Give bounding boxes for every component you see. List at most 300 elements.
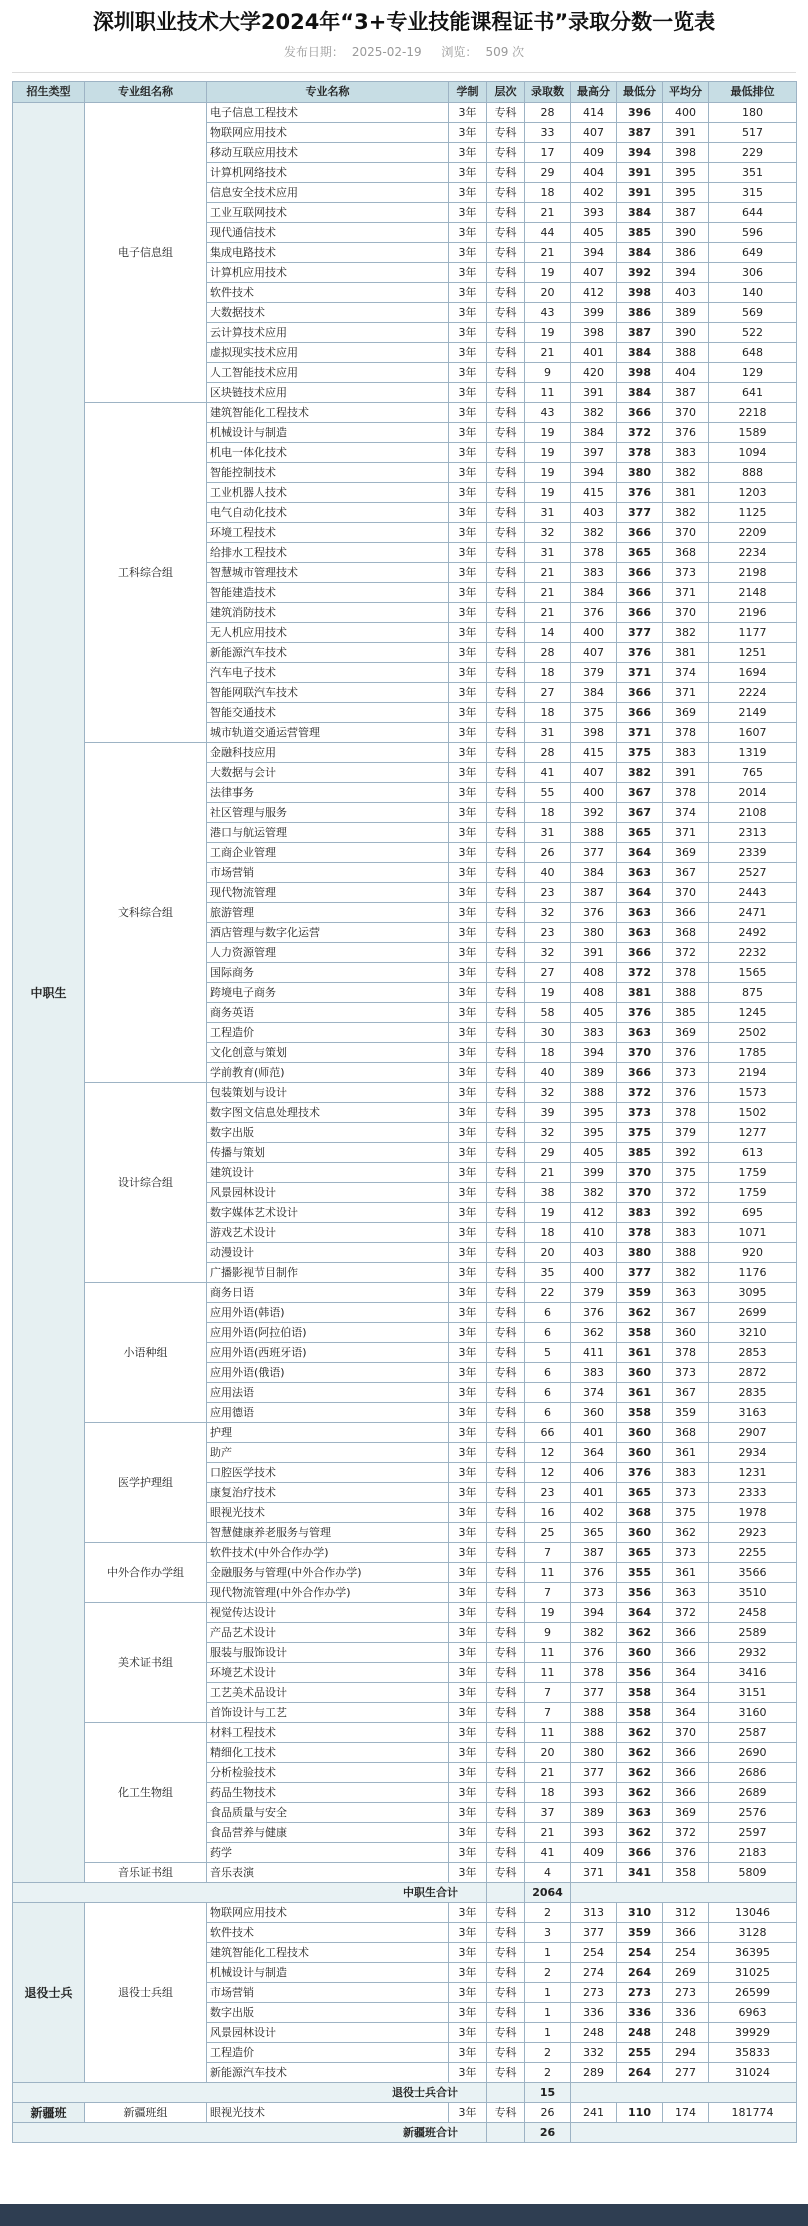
admitted-count: 6 (525, 1383, 571, 1403)
min-score: 371 (617, 663, 663, 683)
min-score: 363 (617, 923, 663, 943)
min-score: 362 (617, 1763, 663, 1783)
years: 3年 (449, 1183, 487, 1203)
level: 专科 (487, 1823, 525, 1843)
avg-score: 372 (663, 1183, 709, 1203)
major-name: 云计算技术应用 (207, 323, 449, 343)
min-score: 355 (617, 1563, 663, 1583)
avg-score: 294 (663, 2043, 709, 2063)
level: 专科 (487, 243, 525, 263)
max-score: 387 (571, 883, 617, 903)
admitted-count: 31 (525, 723, 571, 743)
level: 专科 (487, 483, 525, 503)
avg-score: 382 (663, 503, 709, 523)
avg-score: 376 (663, 1043, 709, 1063)
avg-score: 394 (663, 263, 709, 283)
max-score: 383 (571, 1363, 617, 1383)
years: 3年 (449, 1403, 487, 1423)
level: 专科 (487, 343, 525, 363)
min-score: 362 (617, 1623, 663, 1643)
max-score: 412 (571, 1203, 617, 1223)
years: 3年 (449, 1703, 487, 1723)
years: 3年 (449, 643, 487, 663)
min-score: 360 (617, 1523, 663, 1543)
min-score: 360 (617, 1363, 663, 1383)
max-score: 415 (571, 743, 617, 763)
level: 专科 (487, 1763, 525, 1783)
min-score: 368 (617, 1503, 663, 1523)
min-score: 380 (617, 1243, 663, 1263)
min-score: 391 (617, 183, 663, 203)
min-score: 362 (617, 1723, 663, 1743)
admitted-count: 27 (525, 683, 571, 703)
avg-score: 391 (663, 123, 709, 143)
major-name: 物联网应用技术 (207, 1903, 449, 1923)
col-header-max: 最高分 (571, 82, 617, 103)
level: 专科 (487, 1383, 525, 1403)
subtotal-row (13, 2123, 797, 2143)
group-name-cell: 退役士兵组 (85, 1903, 207, 2083)
admitted-count: 19 (525, 463, 571, 483)
max-score: 377 (571, 1683, 617, 1703)
min-score: 384 (617, 243, 663, 263)
subtotal-spacer (487, 2123, 525, 2143)
min-rank: 1978 (709, 1503, 797, 1523)
admission-score-table (12, 81, 797, 2143)
admitted-count: 11 (525, 1723, 571, 1743)
max-score: 382 (571, 403, 617, 423)
min-rank: 1607 (709, 723, 797, 743)
avg-score: 378 (663, 963, 709, 983)
max-score: 376 (571, 903, 617, 923)
major-name: 新能源汽车技术 (207, 643, 449, 663)
admitted-count: 19 (525, 423, 571, 443)
admitted-count: 6 (525, 1363, 571, 1383)
max-score: 380 (571, 923, 617, 943)
major-name: 建筑智能化工程技术 (207, 403, 449, 423)
years: 3年 (449, 1923, 487, 1943)
min-rank: 2108 (709, 803, 797, 823)
years: 3年 (449, 563, 487, 583)
level: 专科 (487, 2063, 525, 2083)
admitted-count: 41 (525, 1843, 571, 1863)
min-rank: 229 (709, 143, 797, 163)
avg-score: 372 (663, 943, 709, 963)
min-score: 310 (617, 1903, 663, 1923)
major-name: 动漫设计 (207, 1243, 449, 1263)
max-score: 392 (571, 803, 617, 823)
min-score: 362 (617, 1823, 663, 1843)
major-name: 传播与策划 (207, 1143, 449, 1163)
level: 专科 (487, 1163, 525, 1183)
avg-score: 370 (663, 403, 709, 423)
avg-score: 378 (663, 1343, 709, 1363)
avg-score: 374 (663, 663, 709, 683)
table-body (13, 103, 797, 2143)
level: 专科 (487, 1003, 525, 1023)
admitted-count: 6 (525, 1323, 571, 1343)
admitted-count: 19 (525, 983, 571, 1003)
avg-score: 359 (663, 1403, 709, 1423)
min-rank: 2576 (709, 1803, 797, 1823)
max-score: 388 (571, 1723, 617, 1743)
min-rank: 2218 (709, 403, 797, 423)
level: 专科 (487, 1463, 525, 1483)
major-name: 人力资源管理 (207, 943, 449, 963)
avg-score: 385 (663, 1003, 709, 1023)
max-score: 336 (571, 2003, 617, 2023)
avg-score: 382 (663, 623, 709, 643)
min-rank: 1251 (709, 643, 797, 663)
admitted-count: 12 (525, 1463, 571, 1483)
years: 3年 (449, 603, 487, 623)
page-title: 深圳职业技术大学2024年“3+专业技能课程证书”录取分数一览表 (92, 10, 716, 34)
avg-score: 358 (663, 1863, 709, 1883)
admitted-count: 21 (525, 563, 571, 583)
avg-score: 277 (663, 2063, 709, 2083)
min-rank: 2333 (709, 1483, 797, 1503)
max-score: 360 (571, 1403, 617, 1423)
min-score: 367 (617, 803, 663, 823)
major-name: 软件技术 (207, 1923, 449, 1943)
max-score: 389 (571, 1803, 617, 1823)
min-rank: 1245 (709, 1003, 797, 1023)
years: 3年 (449, 1823, 487, 1843)
years: 3年 (449, 743, 487, 763)
level: 专科 (487, 1143, 525, 1163)
avg-score: 361 (663, 1443, 709, 1463)
max-score: 401 (571, 1483, 617, 1503)
min-score: 367 (617, 783, 663, 803)
years: 3年 (449, 463, 487, 483)
level: 专科 (487, 1643, 525, 1663)
max-score: 362 (571, 1323, 617, 1343)
level: 专科 (487, 323, 525, 343)
years: 3年 (449, 1683, 487, 1703)
admitted-count: 20 (525, 1743, 571, 1763)
years: 3年 (449, 1843, 487, 1863)
level: 专科 (487, 123, 525, 143)
major-name: 物联网应用技术 (207, 123, 449, 143)
major-name: 汽车电子技术 (207, 663, 449, 683)
max-score: 384 (571, 583, 617, 603)
level: 专科 (487, 1983, 525, 2003)
subtotal-label: 新疆班合计 (13, 2123, 487, 2143)
major-name: 建筑设计 (207, 1163, 449, 1183)
admitted-count: 33 (525, 123, 571, 143)
max-score: 248 (571, 2023, 617, 2043)
min-score: 360 (617, 1643, 663, 1663)
major-name: 现代物流管理(中外合作办学) (207, 1583, 449, 1603)
years: 3年 (449, 783, 487, 803)
years: 3年 (449, 1623, 487, 1643)
min-score: 396 (617, 103, 663, 123)
group-name-cell: 中外合作办学组 (85, 1543, 207, 1603)
subtotal-row (13, 1883, 797, 1903)
level: 专科 (487, 603, 525, 623)
max-score: 380 (571, 1743, 617, 1763)
major-name: 现代物流管理 (207, 883, 449, 903)
level: 专科 (487, 1543, 525, 1563)
years: 3年 (449, 623, 487, 643)
min-rank: 1759 (709, 1163, 797, 1183)
years: 3年 (449, 363, 487, 383)
major-name: 社区管理与服务 (207, 803, 449, 823)
years: 3年 (449, 1443, 487, 1463)
level: 专科 (487, 1063, 525, 1083)
admitted-count: 29 (525, 163, 571, 183)
min-score: 375 (617, 743, 663, 763)
major-name: 工程造价 (207, 2043, 449, 2063)
max-score: 402 (571, 1503, 617, 1523)
max-score: 332 (571, 2043, 617, 2063)
years: 3年 (449, 343, 487, 363)
avg-score: 376 (663, 1083, 709, 1103)
level: 专科 (487, 203, 525, 223)
years: 3年 (449, 1483, 487, 1503)
min-score: 373 (617, 1103, 663, 1123)
years: 3年 (449, 1643, 487, 1663)
avg-score: 248 (663, 2023, 709, 2043)
max-score: 376 (571, 1643, 617, 1663)
admitted-count: 2 (525, 2063, 571, 2083)
major-name: 大数据与会计 (207, 763, 449, 783)
table-row (13, 1283, 797, 1303)
level: 专科 (487, 1283, 525, 1303)
min-score: 387 (617, 323, 663, 343)
major-name: 集成电路技术 (207, 243, 449, 263)
level: 专科 (487, 883, 525, 903)
years: 3年 (449, 1363, 487, 1383)
max-score: 289 (571, 2063, 617, 2083)
level: 专科 (487, 1923, 525, 1943)
avg-score: 400 (663, 103, 709, 123)
avg-score: 376 (663, 423, 709, 443)
level: 专科 (487, 1103, 525, 1123)
admitted-count: 30 (525, 1023, 571, 1043)
min-score: 110 (617, 2103, 663, 2123)
years: 3年 (449, 723, 487, 743)
avg-score: 367 (663, 1303, 709, 1323)
min-score: 376 (617, 1463, 663, 1483)
max-score: 373 (571, 1583, 617, 1603)
min-rank: 2853 (709, 1343, 797, 1363)
avg-score: 386 (663, 243, 709, 263)
min-rank: 315 (709, 183, 797, 203)
admitted-count: 58 (525, 1003, 571, 1023)
level: 专科 (487, 1223, 525, 1243)
avg-score: 391 (663, 763, 709, 783)
max-score: 378 (571, 543, 617, 563)
min-score: 365 (617, 1483, 663, 1503)
group-name-cell: 设计综合组 (85, 1083, 207, 1283)
level: 专科 (487, 263, 525, 283)
min-score: 360 (617, 1443, 663, 1463)
min-rank: 36395 (709, 1943, 797, 1963)
years: 3年 (449, 303, 487, 323)
min-rank: 26599 (709, 1983, 797, 2003)
major-name: 工程造价 (207, 1023, 449, 1043)
min-score: 366 (617, 1063, 663, 1083)
min-rank: 649 (709, 243, 797, 263)
admitted-count: 18 (525, 183, 571, 203)
min-rank: 181774 (709, 2103, 797, 2123)
years: 3年 (449, 2043, 487, 2063)
level: 专科 (487, 1583, 525, 1603)
admitted-count: 9 (525, 1623, 571, 1643)
min-rank: 2699 (709, 1303, 797, 1323)
max-score: 376 (571, 1563, 617, 1583)
years: 3年 (449, 203, 487, 223)
avg-score: 372 (663, 1603, 709, 1623)
avg-score: 370 (663, 883, 709, 903)
major-name: 跨境电子商务 (207, 983, 449, 1003)
publish-date-label: 发布日期： (283, 45, 344, 59)
years: 3年 (449, 1803, 487, 1823)
major-name: 康复治疗技术 (207, 1483, 449, 1503)
avg-score: 382 (663, 1263, 709, 1283)
admitted-count: 43 (525, 403, 571, 423)
min-rank: 2339 (709, 843, 797, 863)
max-score: 371 (571, 1863, 617, 1883)
min-score: 366 (617, 403, 663, 423)
years: 3年 (449, 2023, 487, 2043)
min-score: 372 (617, 1083, 663, 1103)
level: 专科 (487, 1843, 525, 1863)
min-score: 366 (617, 523, 663, 543)
major-name: 分析检验技术 (207, 1763, 449, 1783)
min-rank: 596 (709, 223, 797, 243)
min-score: 360 (617, 1423, 663, 1443)
admitted-count: 22 (525, 1283, 571, 1303)
max-score: 420 (571, 363, 617, 383)
major-name: 计算机网络技术 (207, 163, 449, 183)
admitted-count: 7 (525, 1543, 571, 1563)
min-score: 362 (617, 1303, 663, 1323)
years: 3年 (449, 1203, 487, 1223)
avg-score: 388 (663, 343, 709, 363)
min-score: 336 (617, 2003, 663, 2023)
min-score: 362 (617, 1743, 663, 1763)
max-score: 377 (571, 1923, 617, 1943)
min-rank: 2471 (709, 903, 797, 923)
level: 专科 (487, 1623, 525, 1643)
min-rank: 35833 (709, 2043, 797, 2063)
max-score: 401 (571, 1423, 617, 1443)
min-score: 372 (617, 423, 663, 443)
major-name: 眼视光技术 (207, 2103, 449, 2123)
major-name: 音乐表演 (207, 1863, 449, 1883)
max-score: 409 (571, 143, 617, 163)
years: 3年 (449, 143, 487, 163)
major-name: 精细化工技术 (207, 1743, 449, 1763)
min-score: 394 (617, 143, 663, 163)
min-score: 362 (617, 1783, 663, 1803)
major-name: 软件技术 (207, 283, 449, 303)
admitted-count: 19 (525, 483, 571, 503)
avg-score: 382 (663, 463, 709, 483)
admitted-count: 43 (525, 303, 571, 323)
group-name-cell: 化工生物组 (85, 1723, 207, 1863)
avg-score: 174 (663, 2103, 709, 2123)
years: 3年 (449, 483, 487, 503)
avg-score: 389 (663, 303, 709, 323)
min-score: 380 (617, 463, 663, 483)
min-score: 364 (617, 1603, 663, 1623)
years: 3年 (449, 123, 487, 143)
min-score: 359 (617, 1283, 663, 1303)
major-name: 工艺美术品设计 (207, 1683, 449, 1703)
avg-score: 381 (663, 643, 709, 663)
min-score: 359 (617, 1923, 663, 1943)
level: 专科 (487, 1303, 525, 1323)
years: 3年 (449, 1003, 487, 1023)
level: 专科 (487, 1563, 525, 1583)
min-score: 387 (617, 123, 663, 143)
col-header-type: 招生类型 (13, 82, 85, 103)
header-divider (12, 72, 796, 73)
admitted-count: 4 (525, 1863, 571, 1883)
min-score: 392 (617, 263, 663, 283)
min-score: 365 (617, 543, 663, 563)
min-score: 378 (617, 1223, 663, 1243)
admitted-count: 11 (525, 1563, 571, 1583)
years: 3年 (449, 1543, 487, 1563)
min-score: 370 (617, 1183, 663, 1203)
admitted-count: 5 (525, 1343, 571, 1363)
years: 3年 (449, 1783, 487, 1803)
admitted-count: 31 (525, 503, 571, 523)
min-rank: 3416 (709, 1663, 797, 1683)
max-score: 401 (571, 343, 617, 363)
avg-score: 364 (663, 1683, 709, 1703)
min-rank: 180 (709, 103, 797, 123)
min-score: 366 (617, 1843, 663, 1863)
years: 3年 (449, 1983, 487, 2003)
admitted-count: 21 (525, 1763, 571, 1783)
min-rank: 140 (709, 283, 797, 303)
major-name: 城市轨道交通运营管理 (207, 723, 449, 743)
admitted-count: 66 (525, 1423, 571, 1443)
admitted-count: 19 (525, 323, 571, 343)
years: 3年 (449, 803, 487, 823)
admitted-count: 19 (525, 263, 571, 283)
avg-score: 370 (663, 523, 709, 543)
table-row (13, 2103, 797, 2123)
years: 3年 (449, 263, 487, 283)
major-name: 建筑消防技术 (207, 603, 449, 623)
max-score: 387 (571, 1543, 617, 1563)
min-score: 377 (617, 623, 663, 643)
level: 专科 (487, 183, 525, 203)
min-score: 358 (617, 1323, 663, 1343)
table-header-row (13, 82, 797, 103)
admitted-count: 32 (525, 903, 571, 923)
avg-score: 375 (663, 1503, 709, 1523)
min-rank: 2932 (709, 1643, 797, 1663)
years: 3年 (449, 523, 487, 543)
avg-score: 369 (663, 1803, 709, 1823)
years: 3年 (449, 243, 487, 263)
min-rank: 1094 (709, 443, 797, 463)
max-score: 405 (571, 1143, 617, 1163)
min-rank: 920 (709, 1243, 797, 1263)
avg-score: 371 (663, 683, 709, 703)
avg-score: 371 (663, 823, 709, 843)
major-name: 金融服务与管理(中外合作办学) (207, 1563, 449, 1583)
min-rank: 2872 (709, 1363, 797, 1383)
table-row (13, 743, 797, 763)
